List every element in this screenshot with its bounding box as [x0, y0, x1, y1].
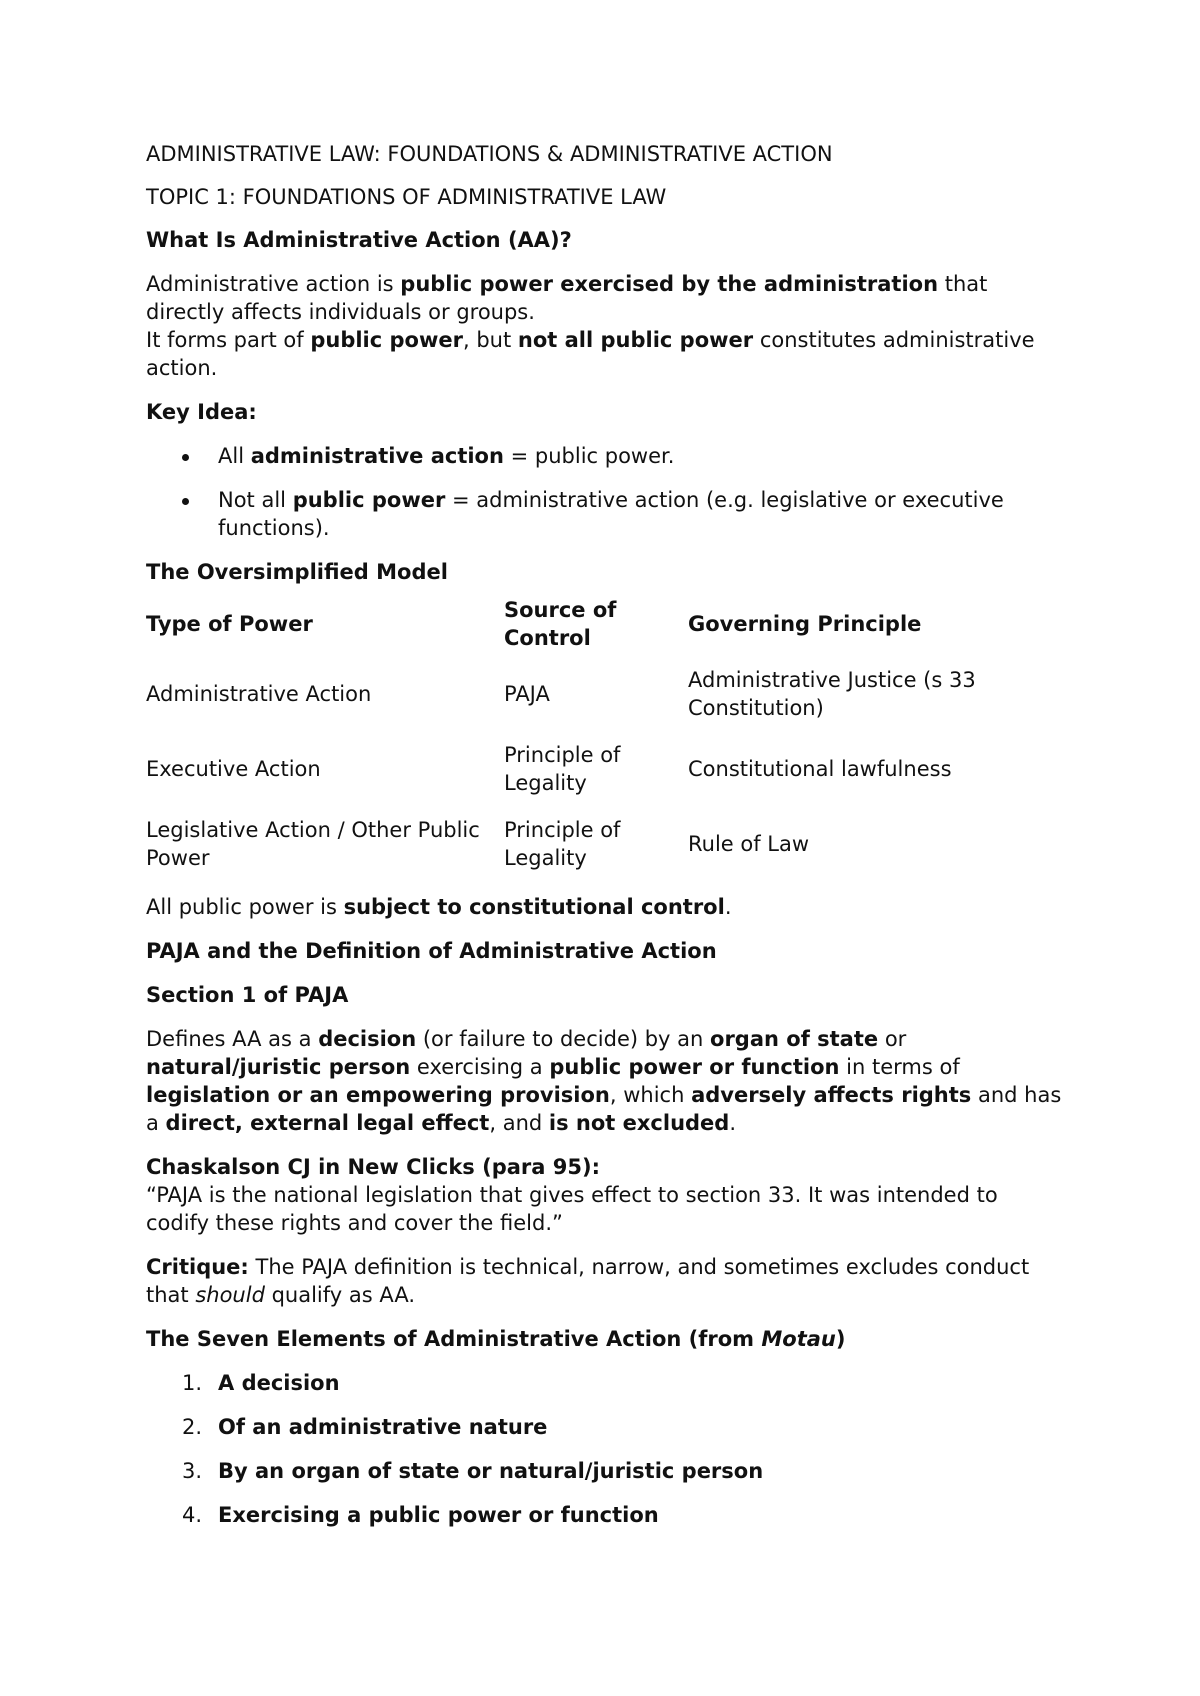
table-cell: Constitutional lawfulness — [688, 756, 952, 781]
column-header: Governing Principle — [688, 612, 922, 636]
definition-bold: public power or function — [549, 1055, 840, 1079]
list-number: 2. — [182, 1415, 203, 1439]
model-heading: The Oversimplified Model — [146, 560, 448, 584]
list-number: 3. — [182, 1459, 203, 1483]
critique-paragraph — [146, 1253, 1066, 1309]
intro-paragraph — [146, 270, 1066, 382]
definition-text: , and — [489, 1111, 549, 1135]
intro-bold: public power — [310, 328, 463, 352]
bullet-bold: public power — [292, 488, 446, 512]
definition-paragraph — [146, 1025, 1066, 1137]
bullet-text: = public power. — [503, 444, 675, 468]
control-text: . — [724, 895, 732, 919]
paja-heading: PAJA and the Definition of Administrative Action — [146, 939, 717, 963]
intro-bold: not all public power — [517, 328, 754, 352]
bullet-text: = administrative action (e.g. legislative or executive functions). — [218, 488, 1004, 540]
definition-bold: direct, external legal effect — [165, 1111, 490, 1135]
document-page — [146, 140, 1066, 1545]
list-item — [182, 1413, 1066, 1441]
critique-text: qualify as AA. — [264, 1283, 415, 1307]
definition-bold: decision — [318, 1027, 417, 1051]
definition-text: and has a — [146, 1083, 1062, 1135]
table-cell: Principle of Legality — [504, 742, 621, 795]
key-idea-heading: Key Idea: — [146, 400, 257, 424]
list-number: 4. — [182, 1503, 203, 1527]
intro-text: that directly affects individuals or groups. — [146, 272, 988, 324]
control-paragraph — [146, 893, 1066, 921]
definition-text: , which — [609, 1083, 692, 1107]
heading-text: ) — [835, 1327, 846, 1351]
definition-bold: legislation or an empowering provision — [146, 1083, 610, 1107]
key-idea-list — [146, 442, 1066, 542]
intro-bold: public power exercised by the administration — [400, 272, 939, 296]
table-header-row — [146, 592, 1066, 656]
control-bold: subject to constitutional control — [343, 895, 725, 919]
table-row — [146, 656, 1066, 731]
chaskalson-quote: “PAJA is the national legislation that gives effect to section 33. It was intended to codify these rights and cover the field.” — [146, 1183, 998, 1235]
list-text: Exercising a public power or function — [218, 1503, 659, 1527]
list-text: By an organ of state or natural/juristic person — [218, 1459, 764, 1483]
table-row — [146, 806, 1066, 881]
heading-text: The Seven Elements of Administrative Action (from — [146, 1327, 762, 1351]
definition-text: Defines AA as a — [146, 1027, 319, 1051]
definition-text: or — [878, 1027, 907, 1051]
definition-bold: adversely affects rights — [691, 1083, 972, 1107]
critique-text: The PAJA definition is technical, narrow, and sometimes excludes conduct that — [146, 1255, 1030, 1307]
definition-text: . — [729, 1111, 737, 1135]
definition-text: in terms of — [839, 1055, 960, 1079]
table-cell: PAJA — [504, 681, 550, 706]
table-row — [146, 731, 1066, 806]
list-text: Of an administrative nature — [218, 1415, 548, 1439]
bullet-text: All — [218, 444, 251, 468]
column-header: Source of Control — [504, 598, 617, 650]
section1-heading: Section 1 of PAJA — [146, 983, 349, 1007]
list-number: 1. — [182, 1371, 203, 1395]
seven-elements-heading — [146, 1325, 1066, 1353]
list-item — [182, 1369, 1066, 1397]
table-cell: Executive Action — [146, 756, 321, 781]
definition-text: exercising a — [410, 1055, 550, 1079]
heading-emphasis: Motau — [761, 1327, 836, 1351]
table-cell: Principle of Legality — [504, 817, 621, 870]
column-header: Type of Power — [146, 612, 313, 636]
what-is-heading: What Is Administrative Action (AA)? — [146, 228, 572, 252]
model-table — [146, 592, 1066, 881]
chaskalson-heading: Chaskalson CJ in New Clicks (para 95): — [146, 1155, 600, 1179]
list-item — [218, 486, 1066, 542]
intro-text: constitutes administrative action. — [146, 328, 1035, 380]
definition-bold: is not excluded — [548, 1111, 730, 1135]
bullet-bold: administrative action — [250, 444, 504, 468]
chaskalson-paragraph — [146, 1153, 1066, 1237]
definition-bold: natural/juristic person — [146, 1055, 411, 1079]
elements-list — [146, 1369, 1066, 1529]
intro-text: , but — [462, 328, 518, 352]
table-cell: Rule of Law — [688, 831, 810, 856]
intro-text: It forms part of — [146, 328, 311, 352]
bullet-icon — [182, 454, 189, 461]
critique-label: Critique: — [146, 1255, 249, 1279]
bullet-text: Not all — [218, 488, 293, 512]
list-item — [182, 1457, 1066, 1485]
bullet-icon — [182, 498, 189, 505]
topic-heading: TOPIC 1: FOUNDATIONS OF ADMINISTRATIVE LAW — [146, 185, 667, 209]
intro-text: Administrative action is — [146, 272, 401, 296]
table-cell: Administrative Justice (s 33 Constitution) — [688, 667, 976, 720]
list-item — [218, 442, 1066, 470]
list-text: A decision — [218, 1371, 340, 1395]
critique-emphasis: should — [195, 1283, 265, 1307]
table-cell: Legislative Action / Other Public Power — [146, 817, 480, 870]
document-title: ADMINISTRATIVE LAW: FOUNDATIONS & ADMINISTRATIVE ACTION — [146, 142, 833, 166]
definition-bold: organ of state — [710, 1027, 879, 1051]
definition-text: (or failure to decide) by an — [416, 1027, 711, 1051]
table-cell: Administrative Action — [146, 681, 372, 706]
control-text: All public power is — [146, 895, 344, 919]
list-item — [182, 1501, 1066, 1529]
